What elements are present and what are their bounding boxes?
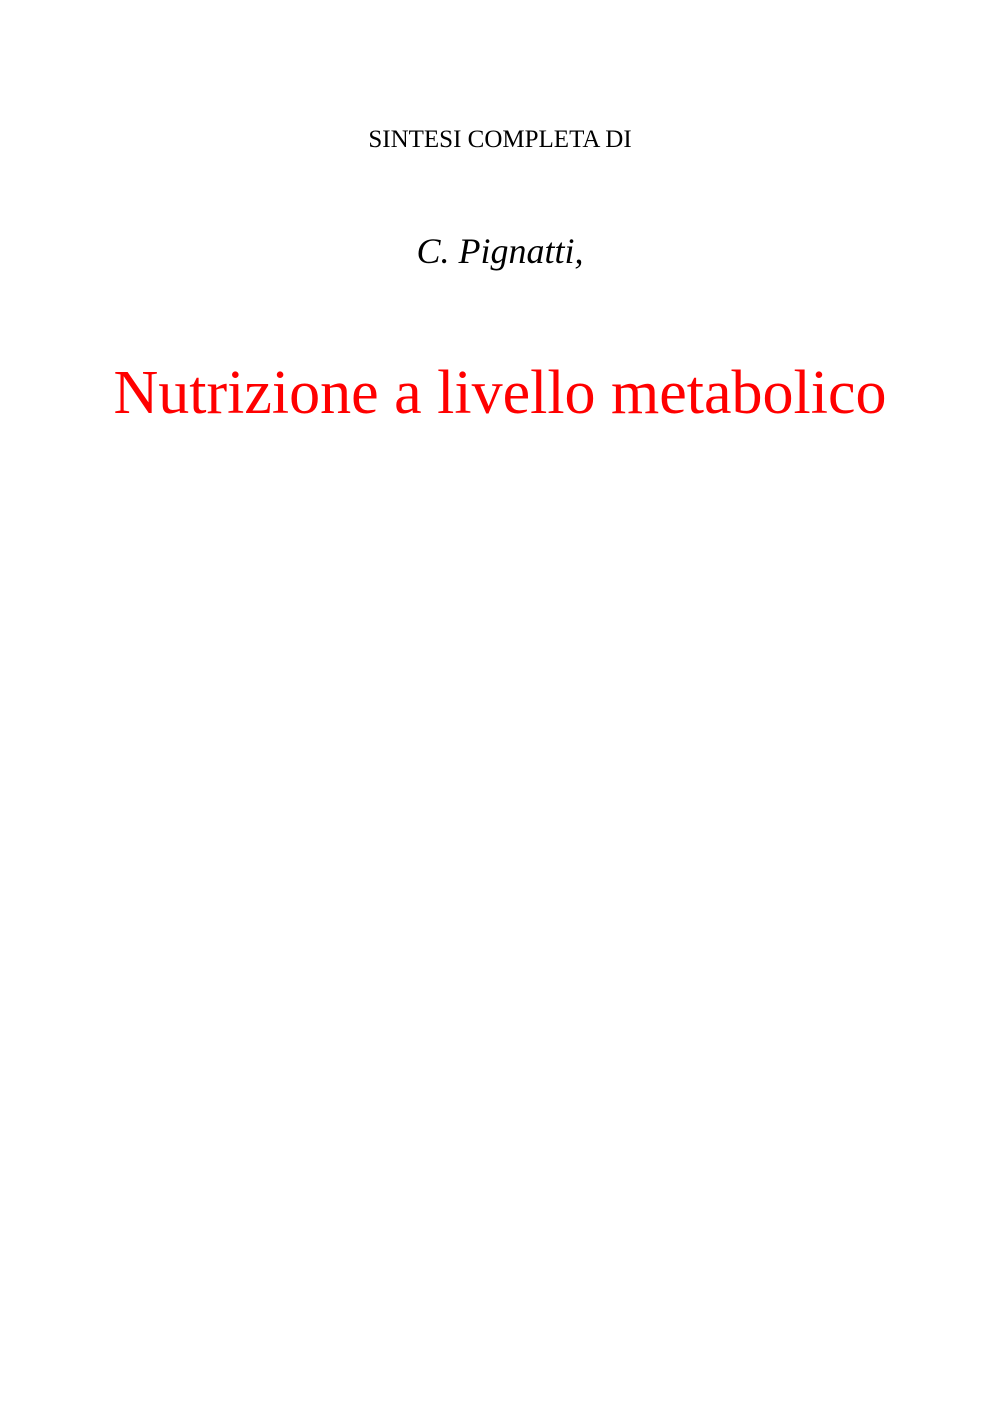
cover-subtitle: SINTESI COMPLETA DI bbox=[368, 126, 632, 153]
cover-author: C. Pignatti, bbox=[416, 231, 584, 271]
cover-title: Nutrizione a livello metabolico bbox=[113, 359, 887, 427]
